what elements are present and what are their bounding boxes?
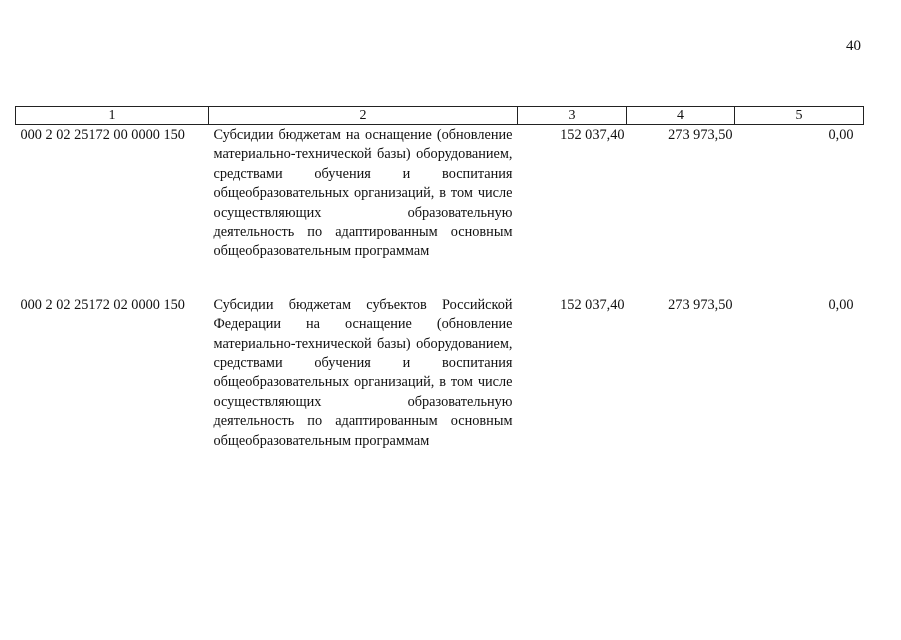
budget-description: Субсидии бюджетам субъектов Российской Федерации на оснащение (обновление материально-технической базы) оборудованием, средствами обучения и воспитания общеобразовательных организаций, в том числе осуществляющих образовательную деятельность по адаптированным основным общеобразовательным программам bbox=[213, 296, 513, 449]
amount-column-4: 273 973,50 bbox=[668, 296, 733, 313]
budget-code: 000 2 02 25172 00 0000 150 bbox=[20, 127, 185, 143]
column-header-2: 2 bbox=[209, 107, 518, 125]
amount-column-4: 273 973,50 bbox=[668, 127, 733, 143]
table-row bbox=[16, 125, 864, 262]
budget-table bbox=[15, 106, 864, 451]
amount-column-3: 152 037,40 bbox=[560, 127, 625, 143]
amount-column-5: 0,00 bbox=[828, 296, 854, 313]
row-spacer bbox=[16, 262, 864, 296]
page-number: 40 bbox=[846, 38, 861, 54]
budget-description: Субсидии бюджетам на оснащение (обновление материально-технической базы) оборудованием, средствами обучения и воспитания общеобразовательных организаций, в том числе осуществляющих образовательную деятельность по адаптированным основным общеобразовательным программам bbox=[213, 127, 513, 260]
budget-code: 000 2 02 25172 02 0000 150 bbox=[20, 296, 185, 313]
column-header-4: 4 bbox=[627, 107, 735, 125]
amount-column-3: 152 037,40 bbox=[560, 296, 625, 313]
table-header-row bbox=[16, 107, 864, 125]
column-header-5: 5 bbox=[735, 107, 864, 125]
table-row bbox=[16, 296, 864, 451]
amount-column-5: 0,00 bbox=[828, 127, 854, 143]
column-header-3: 3 bbox=[518, 107, 627, 125]
column-header-1: 1 bbox=[16, 107, 209, 125]
